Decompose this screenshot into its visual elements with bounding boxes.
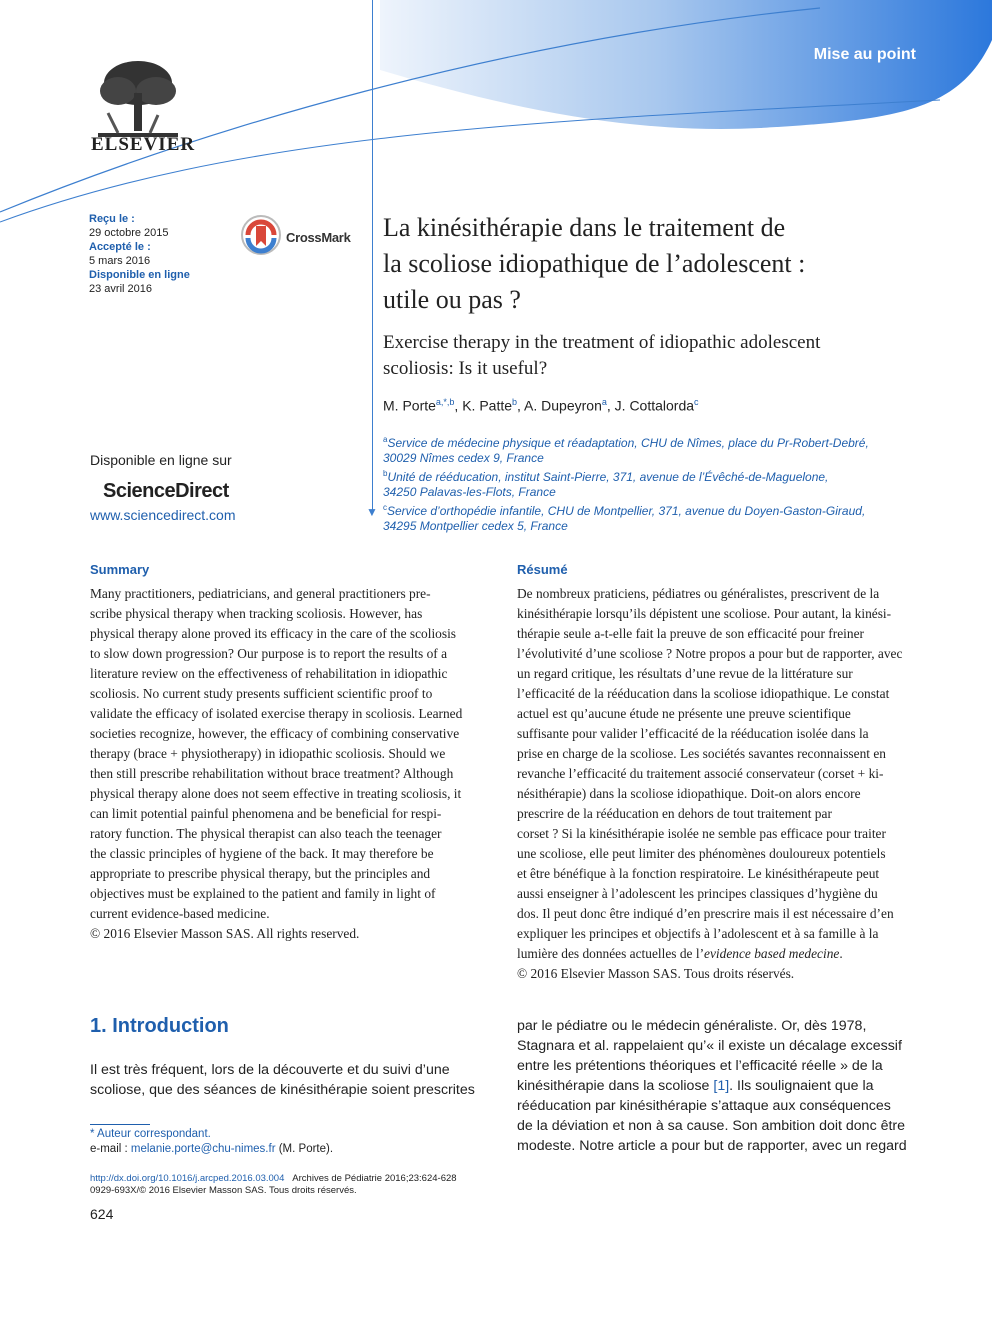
sciencedirect-link[interactable]: www.sciencedirect.com — [90, 507, 236, 523]
doi-link[interactable]: http://dx.doi.org/10.1016/j.arcped.2016.03.004 — [90, 1173, 285, 1184]
publisher-name: ELSEVIER — [91, 134, 196, 155]
affiliations: $^a$Service de médecine physique et réadaptation, CHU de Nîmes, place du Pr-Robert-Debré, 30029 Nîmes cedex 9, France $^b$Unité de rééducation, institut Saint-Pierre, 371, avenue de l’Évêché-de-Maguelone, 34250 Palavas-les-Flots, France $^c$Service d’orthopédie infantile, CHU de Montpellier, 371, avenue du Doyen-Gaston-Giraud, 34295 Montpellier cedex 5, France — [383, 432, 913, 534]
footnote-rule — [90, 1124, 150, 1125]
corresponding-author: * Auteur correspondant. — [90, 1128, 211, 1140]
page-number: 624 — [90, 1206, 114, 1222]
availability-label: Disponible en ligne sur — [90, 452, 232, 468]
divider — [372, 0, 373, 512]
crossmark-label[interactable]: CrossMark — [286, 230, 351, 245]
article-title-en: Exercise therapy in the treatment of idiopathic adolescent scoliosis: Is it useful? — [383, 332, 821, 379]
resume-heading: Résumé — [517, 562, 568, 577]
email-link[interactable]: melanie.porte@chu-nimes.fr — [130, 1143, 276, 1155]
summary-text: Many practitioners, pediatricians, and general practitioners pre- scribe physical therapy when tracking scoliosis. However, has physical therapy alone proved its efficacy in the care of the scoliosis to slow down progression? Our purpose is to report the results of a literature review on the effectiveness of rehabilitation in idiopathic scoliosis. No current study presents sufficient scientific proof to validate the efficacy of isolated exercise therapy in scoliosis. Learned societies recognize, however, the efficacy of combining conservative therapy (brace + physiotherapy) in idiopathic scoliosis. Should we then still prescribe rehabilitation without brace treatment? Although physical therapy alone does not seem effective in treating scoliosis, it can limit potential painful phenomena and be beneficial for respi- ratory function. The physical therapist can also teach the teenager the classic principles of hygiene of the back. It may therefore be appropriate to prescribe physical therapy, but the principles and objectives must be explained to the patient and family in light of current evidence-based medicine. © 2016 Elsevier Masson SAS. All rights reserved. — [90, 584, 490, 944]
article-title-fr: La kinésithérapie dans le traitement de la scoliose idiopathique de l’adolescent : utile ou pas ? — [383, 213, 806, 314]
author: K. Patte — [462, 397, 513, 414]
section-heading-introduction: 1. Introduction — [90, 1015, 229, 1037]
footnote: * Auteur correspondant. e-mail : melanie.porte@chu-nimes.fr (M. Porte). — [90, 1128, 334, 1155]
journal-citation: Archives de Pédiatrie 2016;23:624-628 — [292, 1173, 457, 1184]
article-dates: Reçu le : 29 octobre 2015 Accepté le : 5 mars 2016 Disponible en ligne 23 avril 2016 — [89, 213, 190, 295]
author: M. Porte — [383, 397, 436, 414]
resume-copyright: © 2016 Elsevier Masson SAS. Tous droits réservés. — [517, 966, 795, 981]
author: A. Dupeyron — [524, 397, 602, 414]
section-tag: Mise au point — [813, 46, 916, 63]
affiliation: $^b$Unité de rééducation, institut Saint-Pierre, 371, avenue de l’Évêché-de-Maguelone, — [383, 469, 829, 484]
issn: 0929-693X/© 2016 Elsevier Masson SAS. Tous droits réservés. — [90, 1185, 357, 1196]
intro-text-right: par le pédiatre ou le médecin généraliste. Or, dès 1978, Stagnara et al. rappelaient qu’« il existe un décalage excessif entre les prétentions théoriques et l’efficacité réelle » de la kinésithérapie dans la scoliose [1]. Ils soulignaient que la rééducation par kinésithérapie s’attaque aux conséquences de la déviation et non à sa cause. Son ambition doit donc être modeste. Notre article a pour but de rapporter, avec un regard — [517, 1018, 907, 1154]
arrow-down-icon: ▼ — [366, 505, 378, 519]
summary-heading: Summary — [90, 562, 150, 577]
summary-copyright: © 2016 Elsevier Masson SAS. All rights reserved. — [90, 926, 360, 941]
author-list: M. Porte$^{a,*,b}$, K. Patte$^b$, A. Dupeyron$^a$, J. Cottalorda$^c$ — [383, 397, 699, 414]
crossmark-icon[interactable] — [240, 214, 282, 256]
footer — [90, 1173, 457, 1197]
resume-text: De nombreux praticiens, pédiatres ou généralistes, prescrivent de la kinésithérapie lorsqu’ils dépistent une scoliose. Pour autant, la kinési- thérapie seule a-t-elle fait la preuve de son efficacité pour freiner l’évolutivité d’une scoliose ? Notre propos a pour but de rapporter, avec un regard critique, les résultats d’une revue de la littérature sur l’efficacité de la rééducation dans la scoliose idiopathique. Le constat actuel est qu’aucune étude ne présente une preuve scientifique suffisante pour valider l’efficacité de la rééducation isolée dans la prise en charge de la scoliose. Les sociétés savantes reconnaissent en revanche l’efficacité du traitement associé conservateur (corset + ki- nésithérapie) dans la scoliose idiopathique. Doit-on alors encore prescrire de la rééducation en dehors de tout traitement par corset ? Si la kinésithérapie isolée ne semble pas efficace pour traiter une scoliose, elle peut limiter des phénomènes douloureux potentiels et être bénéfique à la fonction respiratoire. Le kinésithérapeute peut aussi enseigner à l’adolescent les principes classiques d’hygiène du dos. Il peut donc être indiqué d’en prescrire mais il est nécessaire d’en expliquer les principes et objectifs à l’adolescent et à sa famille à la lumière des données actuelles de l’evidence based medecine. © 2016 Elsevier Masson SAS. Tous droits réservés. — [517, 584, 917, 984]
author: J. Cottalorda — [614, 397, 695, 414]
intro-text-left: Il est très fréquent, lors de la découverte et du suivi d’une scoliose, que des séances de kinésithérapie soient prescrites — [90, 1062, 475, 1098]
affiliation: $^a$Service de médecine physique et réadaptation, CHU de Nîmes, place du Pr-Robert-Debré, — [383, 435, 869, 450]
reference-link[interactable]: [1] — [713, 1078, 730, 1094]
sciencedirect-logo[interactable]: ScienceDirect — [103, 480, 229, 502]
affiliation: $^c$Service d’orthopédie infantile, CHU de Montpellier, 371, avenue du Doyen-Gaston-Giraud, — [383, 503, 866, 518]
